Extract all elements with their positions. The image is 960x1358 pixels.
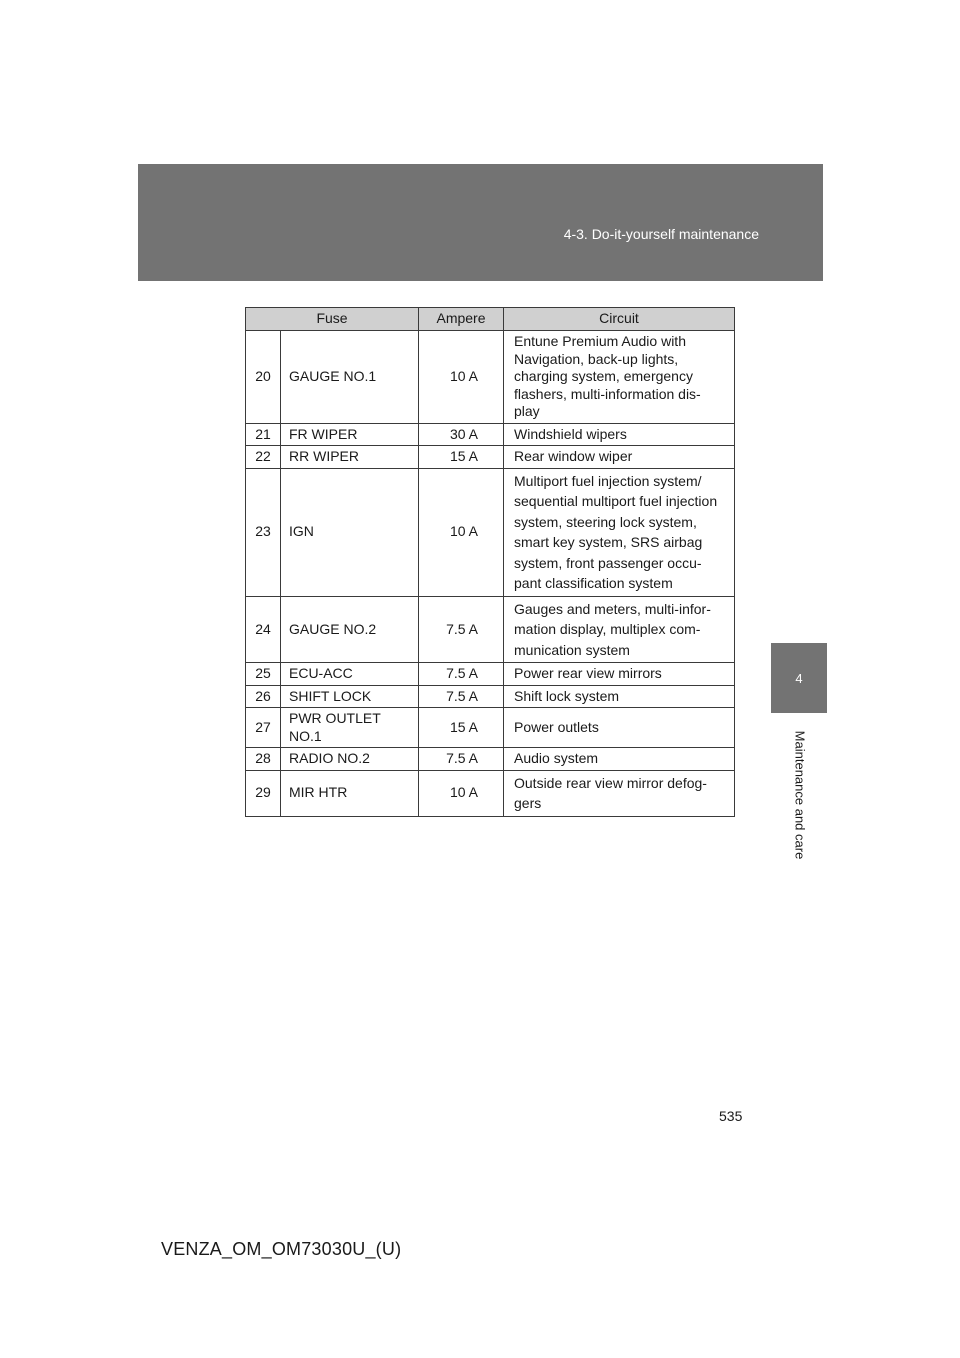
fuse-ampere: 10 A — [419, 770, 504, 816]
fuse-name: IGN — [281, 468, 419, 596]
fuse-number: 25 — [246, 663, 281, 686]
fuse-number: 23 — [246, 468, 281, 596]
table-row — [246, 685, 735, 708]
column-header-ampere: Ampere — [419, 308, 504, 331]
fuse-circuit: Power outlets — [504, 708, 735, 748]
table-row — [246, 748, 735, 771]
table-row — [246, 423, 735, 446]
chapter-title: Maintenance and care — [792, 730, 808, 860]
section-header-band — [138, 164, 823, 281]
column-header-circuit: Circuit — [504, 308, 735, 331]
fuse-number: 24 — [246, 596, 281, 663]
chapter-number: 4 — [795, 670, 803, 686]
fuse-ampere: 7.5 A — [419, 596, 504, 663]
fuse-name: MIR HTR — [281, 770, 419, 816]
fuse-circuit: Shift lock system — [504, 685, 735, 708]
fuse-ampere: 15 A — [419, 708, 504, 748]
fuse-circuit: Power rear view mirrors — [504, 663, 735, 686]
fuse-name: GAUGE NO.1 — [281, 331, 419, 424]
fuse-circuit: Audio system — [504, 748, 735, 771]
fuse-number: 21 — [246, 423, 281, 446]
table-row — [246, 331, 735, 424]
fuse-number: 26 — [246, 685, 281, 708]
fuse-ampere: 15 A — [419, 446, 504, 469]
fuse-ampere: 7.5 A — [419, 685, 504, 708]
table-row — [246, 446, 735, 469]
fuse-name: GAUGE NO.2 — [281, 596, 419, 663]
fuse-name: FR WIPER — [281, 423, 419, 446]
fuse-circuit: Entune Premium Audio with Navigation, back-up lights, charging system, emergency flashers, multi-information dis-play — [504, 331, 735, 424]
fuse-circuit: Outside rear view mirror defog-gers — [504, 770, 735, 816]
section-title: 4-3. Do-it-yourself maintenance — [563, 226, 759, 242]
table-row — [246, 770, 735, 816]
column-header-fuse: Fuse — [246, 308, 419, 331]
table-row — [246, 708, 735, 748]
table-row — [246, 468, 735, 596]
fuse-ampere: 10 A — [419, 331, 504, 424]
page-number: 535 — [719, 1108, 743, 1124]
fuse-number: 27 — [246, 708, 281, 748]
fuse-ampere: 30 A — [419, 423, 504, 446]
fuse-number: 22 — [246, 446, 281, 469]
fuse-name: ECU-ACC — [281, 663, 419, 686]
table-row — [246, 663, 735, 686]
document-code: VENZA_OM_OM73030U_(U) — [161, 1239, 402, 1259]
fuse-name: RR WIPER — [281, 446, 419, 469]
table-header-row — [246, 308, 735, 331]
fuse-name: RADIO NO.2 — [281, 748, 419, 771]
fuse-number: 20 — [246, 331, 281, 424]
fuse-number: 29 — [246, 770, 281, 816]
fuse-ampere: 10 A — [419, 468, 504, 596]
chapter-tab — [771, 643, 827, 713]
fuse-circuit: Multiport fuel injection system/ sequential multiport fuel injection system, steering lock system, smart key system, SRS airbag system, front passenger occu-pant classification system — [504, 468, 735, 596]
table-row — [246, 596, 735, 663]
chapter-side-label — [792, 722, 808, 868]
fuse-circuit: Rear window wiper — [504, 446, 735, 469]
fuse-circuit: Windshield wipers — [504, 423, 735, 446]
fuse-table — [245, 307, 735, 817]
fuse-ampere: 7.5 A — [419, 663, 504, 686]
fuse-name: PWR OUTLET NO.1 — [281, 708, 419, 748]
fuse-name: SHIFT LOCK — [281, 685, 419, 708]
fuse-number: 28 — [246, 748, 281, 771]
fuse-circuit: Gauges and meters, multi-infor-mation display, multiplex com-munication system — [504, 596, 735, 663]
fuse-ampere: 7.5 A — [419, 748, 504, 771]
